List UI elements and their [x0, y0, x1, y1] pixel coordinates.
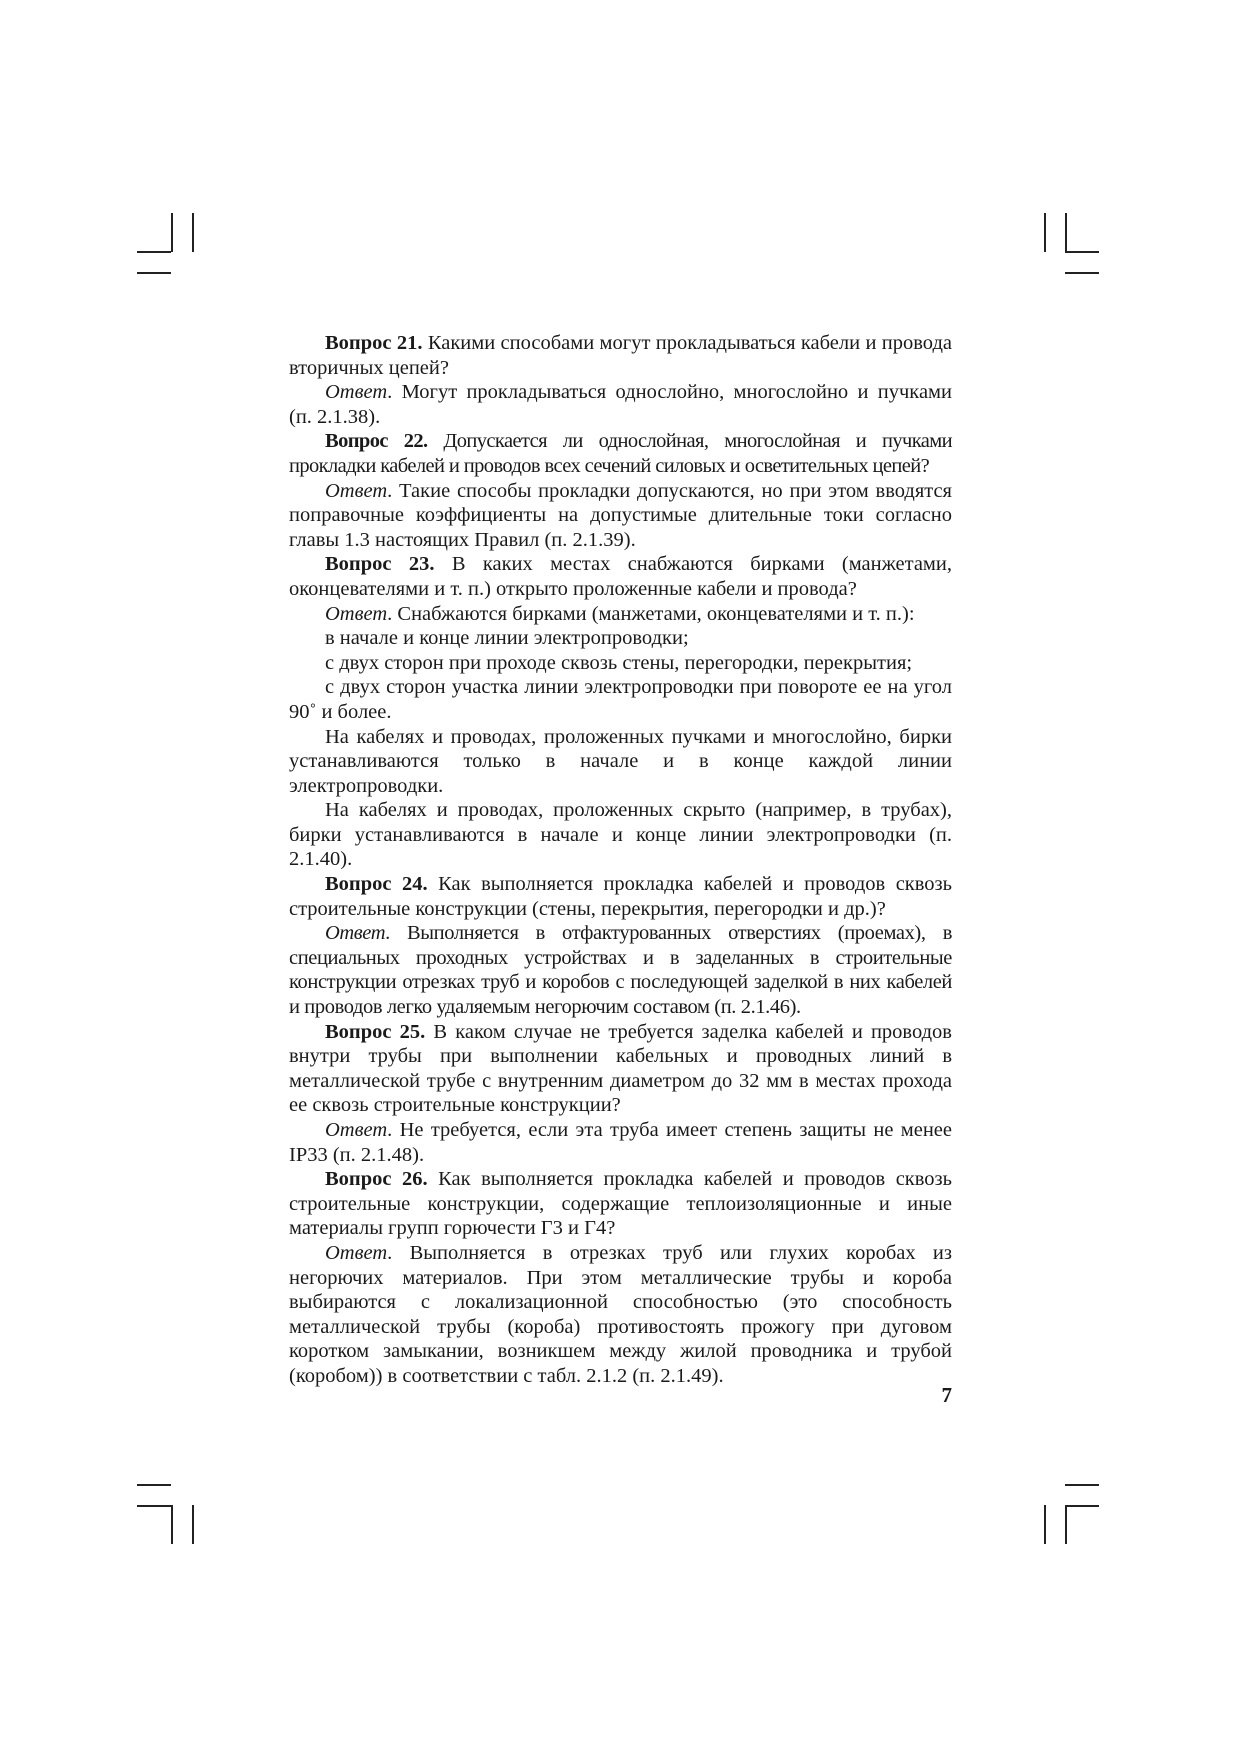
question-text: Какими способами могут прокладываться кабели и провода вторичных цепей?	[289, 332, 952, 379]
answer-text: . Снабжаются бирками (манжетами, оконцевателями и т. п.):	[387, 602, 915, 625]
answer-paragraph	[289, 1241, 952, 1389]
answer-paragraph	[289, 479, 952, 553]
crop-mark-top-left-h2	[137, 251, 171, 253]
crop-mark-bottom-left-h	[137, 1484, 171, 1486]
crop-mark-bottom-left-v1	[171, 1505, 173, 1544]
page-number: 7	[941, 1383, 952, 1407]
answer-text: . Выполняется в отрезках труб или глухих коробах из негорючих материалов. При этом металлические трубы и короба выбираются с локализационной способностью (это способность металлической трубы (короба) противостоять прожогу при дуговом коротком замыкании, возникшем между жилой проводника и трубой (коробом)) в соответствии с табл. 2.1.2 (п. 2.1.49).	[289, 1241, 952, 1387]
answer-label: Ответ	[325, 1241, 388, 1264]
crop-mark-bottom-left-h2	[137, 1505, 171, 1507]
answer-text: . Такие способы прокладки допускаются, но при этом вводятся поправочные коэффициенты на допустимые длительные токи согласно главы 1.3 настоящих Правил (п. 2.1.39).	[289, 479, 952, 551]
question-label: Вопрос 26.	[325, 1168, 428, 1191]
crop-mark-bottom-left-v2	[192, 1505, 194, 1544]
answer-label: Ответ	[325, 479, 388, 502]
answer-label: Ответ	[325, 602, 388, 625]
answer-text: . Выполняется в отфактурованных отверстиях (проемах), в специальных проходных устройствах и в заделанных в строительные конструкции отрезках труб и коробов с последующей заделкой в них кабелей и проводов легко удаляемым негорючим составом (п. 2.1.46).	[289, 922, 952, 1019]
answer-list-item: в начале и конце линии электропроводки;	[325, 627, 689, 650]
crop-mark-bottom-right-h2	[1065, 1505, 1099, 1507]
question-paragraph	[289, 331, 952, 380]
answer-label: Ответ	[325, 381, 388, 404]
answer-paragraph	[289, 602, 952, 627]
question-text: В каком случае не требуется заделка кабелей и проводов внутри трубы при выполнении кабельных и проводных линий в металлической трубе с внутренним диаметром до 32 мм в местах прохода ее сквозь строительные конструкции?	[289, 1020, 952, 1117]
answer-list-item: с двух сторон при проходе сквозь стены, перегородки, перекрытия;	[325, 651, 913, 674]
question-text: Как выполняется прокладка кабелей и проводов сквозь строительные конструкции, содержащие теплоизоляционные и иные материалы групп горючести Г3 и Г4?	[289, 1168, 952, 1240]
question-text: В каких местах снабжаются бирками (манжетами, оконцевателями и т. п.) открыто проложенные кабели и провода?	[289, 553, 952, 600]
question-label: Вопрос 24.	[325, 873, 428, 896]
crop-mark-top-right-h	[1065, 251, 1099, 253]
answer-label: Ответ	[325, 922, 386, 945]
answer-text: . Не требуется, если эта труба имеет степень защиты не менее IP33 (п. 2.1.48).	[289, 1119, 952, 1166]
answer-paragraph	[289, 1118, 952, 1167]
crop-mark-top-right-v2	[1065, 213, 1067, 252]
crop-mark-top-left-h	[137, 272, 171, 274]
crop-mark-bottom-right-h	[1065, 1484, 1099, 1486]
question-paragraph	[289, 1167, 952, 1241]
answer-paragraph: На кабелях и проводах, проложенных скрыто (например, в трубах), бирки устанавливаются в начале и конце линии электропроводки (п. 2.1.40).	[289, 799, 952, 871]
question-label: Вопрос 23.	[325, 553, 435, 576]
body-text	[289, 331, 952, 1389]
answer-list-item: с двух сторон участка линии электропроводки при повороте ее на угол 90˚ и более.	[289, 676, 952, 723]
answer-paragraph	[289, 921, 952, 1019]
question-label: Вопрос 22.	[325, 430, 428, 453]
question-paragraph	[289, 429, 952, 478]
question-label: Вопрос 21.	[325, 332, 423, 354]
crop-mark-bottom-right-v1	[1044, 1505, 1046, 1544]
answer-text: . Могут прокладываться однослойно, многослойно и пучками (п. 2.1.38).	[289, 381, 952, 428]
crop-mark-top-left-v1	[171, 213, 173, 252]
question-text: Как выполняется прокладка кабелей и проводов сквозь строительные конструкции (стены, перекрытия, перегородки и др.)?	[289, 873, 952, 920]
question-paragraph	[289, 1020, 952, 1118]
answer-paragraph	[289, 380, 952, 429]
answer-paragraph: На кабелях и проводах, проложенных пучками и многослойно, бирки устанавливаются только в начале и в конце каждой линии электропроводки.	[289, 725, 952, 797]
question-paragraph	[289, 552, 952, 601]
answer-label: Ответ	[325, 1119, 388, 1141]
question-paragraph	[289, 872, 952, 921]
crop-mark-top-right-h2	[1065, 272, 1099, 274]
question-text: Допускается ли однослойная, многослойная и пучками прокладки кабелей и проводов всех сечений силовых и осветительных цепей?	[289, 430, 952, 477]
crop-mark-bottom-right-v2	[1065, 1505, 1067, 1544]
crop-mark-top-left-v2	[192, 213, 194, 252]
question-label: Вопрос 25.	[325, 1020, 426, 1043]
crop-mark-top-right-v1	[1044, 213, 1046, 252]
